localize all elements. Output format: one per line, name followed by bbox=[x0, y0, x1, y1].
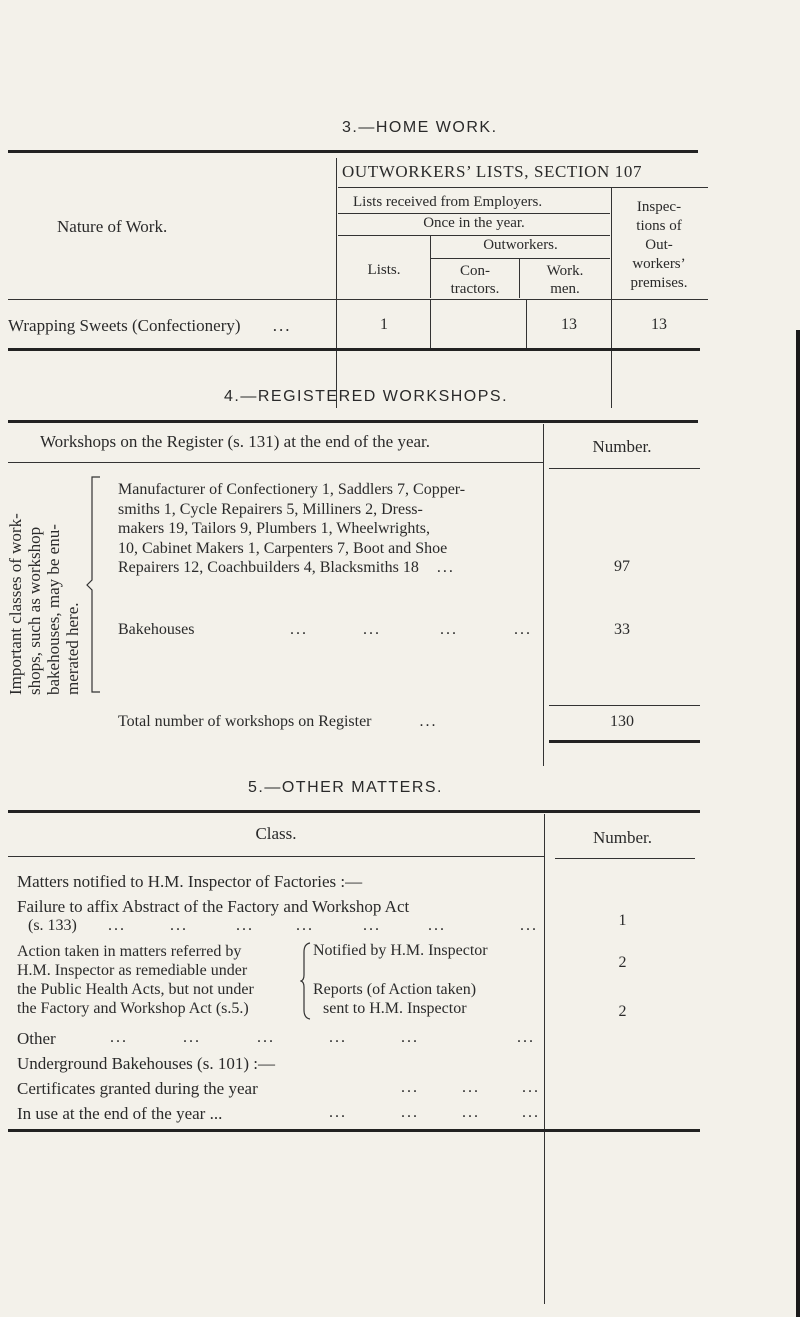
workmen-header bbox=[520, 262, 610, 298]
other-row: Other ... ... ... ... ... ... bbox=[17, 1029, 535, 1048]
action-brace bbox=[300, 942, 312, 1020]
trades-line: 10, Cabinet Makers 1, Carpenters 7, Boot and Shoe bbox=[118, 539, 448, 557]
row-inspections: 13 bbox=[651, 316, 667, 333]
inspections-line: workers’ bbox=[632, 256, 686, 272]
action-line: Action taken in matters referred by bbox=[17, 943, 242, 960]
underground-heading: Underground Bakehouses (s. 101) :— bbox=[17, 1054, 275, 1073]
side-note-line: shops, such as workshop bbox=[25, 526, 44, 695]
notified-number: 2 bbox=[618, 954, 627, 971]
trades-line: smiths 1, Cycle Repairers 5, Milliners 2, Dress- bbox=[118, 500, 423, 518]
side-note-line: bakehouses, may be enu- bbox=[44, 524, 63, 695]
inspections-header bbox=[612, 198, 706, 293]
divider bbox=[431, 258, 610, 259]
bakehouses-row: Bakehouses ... ... ... ... bbox=[118, 621, 532, 638]
matters-notified: Matters notified to H.M. Inspector of Factories :— bbox=[17, 872, 363, 891]
divider bbox=[338, 187, 708, 188]
divider bbox=[338, 213, 610, 214]
reports-line: Reports (of Action taken) bbox=[313, 981, 477, 998]
lists-header: Lists. bbox=[367, 262, 401, 278]
row-workmen: 13 bbox=[561, 316, 577, 333]
trades-line: Repairers 12, Coachbuilders 4, Blacksmiths 18 bbox=[118, 559, 419, 576]
top-rule bbox=[8, 810, 700, 813]
failure-line2-text: (s. 133) bbox=[28, 917, 77, 934]
trades-line: Manufacturer of Confectionery 1, Saddlers 7, Copper- bbox=[118, 481, 466, 498]
trades-number: 97 bbox=[614, 558, 630, 575]
bottom-rule bbox=[8, 1129, 700, 1132]
header-rule bbox=[549, 468, 700, 469]
top-rule bbox=[8, 420, 698, 423]
divider bbox=[549, 705, 700, 706]
inspections-line: Inspec- bbox=[636, 199, 682, 215]
row-nature: Wrapping Sweets (Confectionery) ... bbox=[8, 316, 292, 335]
contractors-header bbox=[431, 262, 519, 298]
left-brace bbox=[86, 476, 104, 694]
trades-list: Manufacturer of Confectionery 1, Saddlers 7, Copper- smiths 1, Cycle Repairers 5, Milliners 2, Dress- makers 19, Tailors 9, Plumbers 1, Wheelwrights, 10, Cabinet Makers 1, Carpenters 7, Boot and Shoe Repairers 12, Coachbuilders 4, Blacksmiths 18 ... bbox=[118, 481, 466, 576]
failure-line: Failure to affix Abstract of the Factory and Workshop Act bbox=[17, 897, 410, 916]
notified-label: Notified by H.M. Inspector bbox=[313, 942, 488, 959]
failure-number: 1 bbox=[618, 912, 627, 929]
total-row: Total number of workshops on Register ... bbox=[118, 713, 438, 730]
in-use-label: In use at the end of the year ... bbox=[17, 1104, 223, 1123]
action-text bbox=[17, 942, 254, 1018]
section4-heading: 4.—REGISTERED WORKSHOPS. bbox=[224, 388, 509, 405]
row-nature-text: Wrapping Sweets (Confectionery) bbox=[8, 316, 241, 335]
header-rule bbox=[555, 858, 695, 859]
contractors-line: Con- bbox=[460, 263, 490, 279]
section3-heading: 3.—HOME WORK. bbox=[342, 119, 498, 136]
header-rule bbox=[8, 856, 544, 857]
reports-line: sent to H.M. Inspector bbox=[323, 1000, 467, 1017]
failure-line2: (s. 133) ... ... ... ... ... ... ... bbox=[28, 917, 538, 934]
header-rule bbox=[8, 462, 543, 463]
reports-label bbox=[313, 980, 476, 1018]
col-number-header: Number. bbox=[592, 828, 653, 847]
side-note-line: Important classes of work- bbox=[6, 513, 25, 695]
divider bbox=[544, 814, 545, 1304]
reports-number: 2 bbox=[618, 1003, 627, 1020]
bakehouses-number: 33 bbox=[614, 621, 630, 638]
action-line: H.M. Inspector as remediable under bbox=[17, 962, 248, 979]
workmen-line: men. bbox=[550, 281, 580, 297]
total-number: 130 bbox=[610, 713, 634, 730]
divider bbox=[338, 235, 610, 236]
divider bbox=[430, 300, 431, 350]
section5-heading: 5.—OTHER MATTERS. bbox=[248, 779, 443, 796]
bottom-rule bbox=[8, 348, 700, 351]
side-note-line: merated here. bbox=[63, 602, 82, 695]
side-note bbox=[6, 465, 82, 695]
certificates-row: Certificates granted during the year ... ... ... bbox=[17, 1079, 540, 1098]
top-rule bbox=[8, 150, 698, 153]
inspections-line: tions of bbox=[636, 218, 682, 234]
other-label: Other bbox=[17, 1029, 56, 1048]
trades-line: makers 19, Tailors 9, Plumbers 1, Wheelwrights, bbox=[118, 520, 431, 537]
in-use-row: In use at the end of the year ... ... ... ... ... bbox=[17, 1104, 540, 1123]
inspections-line: premises. bbox=[630, 275, 688, 291]
page-edge-shadow bbox=[796, 330, 800, 1317]
col-workshops-header: Workshops on the Register (s. 131) at the end of the year. bbox=[40, 432, 431, 451]
col-nature-header: Nature of Work. bbox=[57, 217, 168, 236]
divider bbox=[336, 158, 337, 408]
lists-received-header: Lists received from Employers. bbox=[353, 194, 543, 210]
bottom-rule bbox=[549, 740, 700, 743]
action-line: the Factory and Workshop Act (s.5.) bbox=[17, 1000, 249, 1017]
contractors-line: tractors. bbox=[450, 281, 500, 297]
certificates-label: Certificates granted during the year bbox=[17, 1079, 258, 1098]
once-in-year-header: Once in the year. bbox=[423, 215, 525, 231]
header-rule bbox=[8, 299, 708, 300]
outworkers-header: Outworkers. bbox=[483, 237, 558, 253]
col-number-header: Number. bbox=[592, 437, 652, 456]
group-title: OUTWORKERS’ LISTS, SECTION 107 bbox=[342, 162, 643, 181]
inspections-line: Out- bbox=[645, 237, 673, 253]
total-label: Total number of workshops on Register bbox=[118, 713, 372, 730]
workmen-line: Work. bbox=[546, 263, 584, 279]
col-class-header: Class. bbox=[255, 824, 297, 843]
action-line: the Public Health Acts, but not under bbox=[17, 981, 254, 998]
bakehouses-label: Bakehouses bbox=[118, 621, 195, 638]
row-lists: 1 bbox=[380, 316, 388, 333]
